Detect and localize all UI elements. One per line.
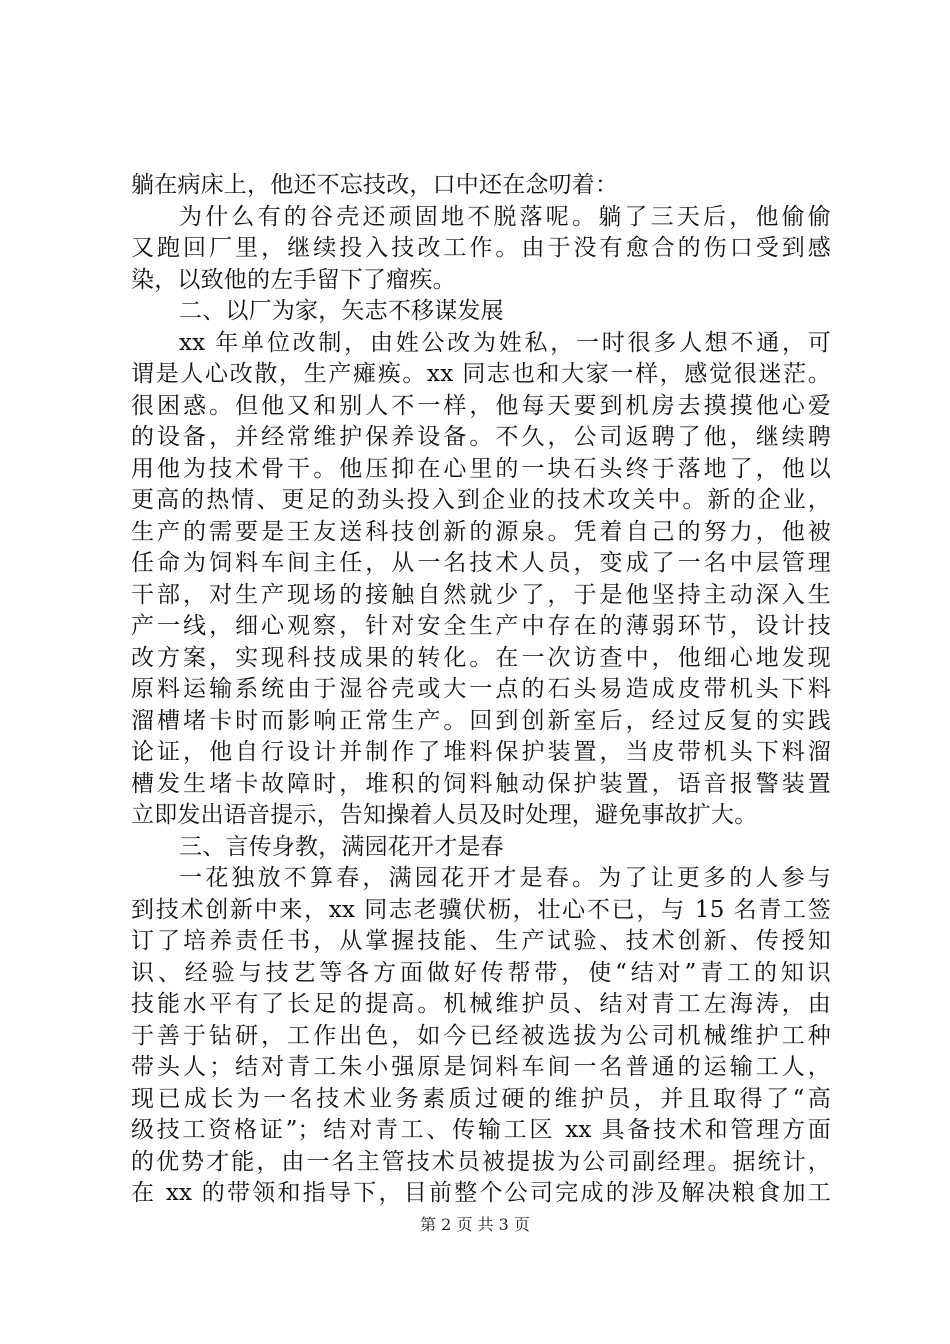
page-footer: 第 2 页 共 3 页 [420,1215,530,1234]
text-line: 三、言传身教，满园花开才是春 [179,833,504,860]
text-line: xx 年单位改制，由姓公改为姓私，一时很多人想不通，可 [179,329,831,356]
text-line: 改方案，实现科技成果的转化。在一次访查中，他细心地发现 [131,644,831,671]
text-line: 的优势才能，由一名主管技术员被提拔为公司副经理。据统计， [131,1148,831,1175]
text-line: 谓是人心改散，生产瘫痪。xx 同志也和大家一样，感觉很迷茫。 [131,361,831,387]
text-line: 带头人；结对青工朱小强原是饲料车间一名普通的运输工人， [131,1054,831,1080]
text-line: 干部，对生产现场的接触自然就少了，于是他坚持主动深入生 [131,581,831,608]
text-line: 为什么有的谷壳还顽固地不脱落呢。躺了三天后，他偷偷 [179,203,831,230]
text-line: 于善于钻研，工作出色，如今已经被选拔为公司机械维护工种 [131,1022,831,1049]
text-line: 躺在病床上，他还不忘技改，口中还在念叨着： [131,172,619,198]
text-line: 生产的需要是王友送科技创新的源泉。凭着自己的努力，他被 [131,518,831,545]
text-line: 识、经验与技艺等各方面做好传帮带，使“结对”青工的知识 [131,959,831,986]
text-line: 订了培养责任书，从掌握技能、生产试验、技术创新、传授知 [131,928,831,954]
text-line: 任命为饲料车间主任，从一名技术人员，变成了一名中层管理 [131,550,831,576]
text-line: 很困惑。但他又和别人不一样，他每天要到机房去摸摸他心爱 [131,392,831,419]
text-line: 用他为技术骨干。他压抑在心里的一块石头终于落地了，他以 [131,455,831,482]
text-line: 染，以致他的左手留下了瘤疾。 [131,266,456,293]
text-line: 又跑回厂里，继续投入技改工作。由于没有愈合的伤口受到感 [131,235,831,261]
text-line: 立即发出语音提示，告知操着人员及时处理，避免事故扩大。 [131,802,758,828]
text-line: 到技术创新中来，xx 同志老骥伏枥，壮心不已，与 15 名青工签 [131,896,831,923]
text-line: 级技工资格证”；结对青工、传输工区 xx 具备技术和管理方面 [131,1117,831,1143]
text-line: 在 xx 的带领和指导下，目前整个公司完成的涉及解决粮食加工 [131,1180,831,1206]
text-line: 的设备，并经常维护保养设备。不久，公司返聘了他，继续聘 [131,424,831,450]
text-line: 原料运输系统由于湿谷壳或大一点的石头易造成皮带机头下料 [131,676,831,702]
text-line: 产一线，细心观察，针对安全生产中存在的薄弱环节，设计技 [131,613,831,639]
text-line: 技能水平有了长足的提高。机械维护员、结对青工左海涛，由 [131,991,831,1017]
document-body [131,170,831,1210]
text-line: 更高的热情、更足的劲头投入到企业的技术攻关中。新的企业， [131,487,831,513]
text-line: 二、以厂为家，矢志不移谋发展 [179,298,504,324]
text-line: 现已成长为一名技术业务素质过硬的维护员，并且取得了“高 [131,1085,831,1112]
text-line: 论证，他自行设计并制作了堆料保护装置，当皮带机头下料溜 [131,739,831,765]
text-line: 槽发生堵卡故障时，堆积的饲料触动保护装置，语音报警装置 [131,770,831,797]
text-line: 一花独放不算春，满园花开才是春。为了让更多的人参与 [179,865,831,891]
text-line: 溜槽堵卡时而影响正常生产。回到创新室后，经过反复的实践 [131,707,831,734]
